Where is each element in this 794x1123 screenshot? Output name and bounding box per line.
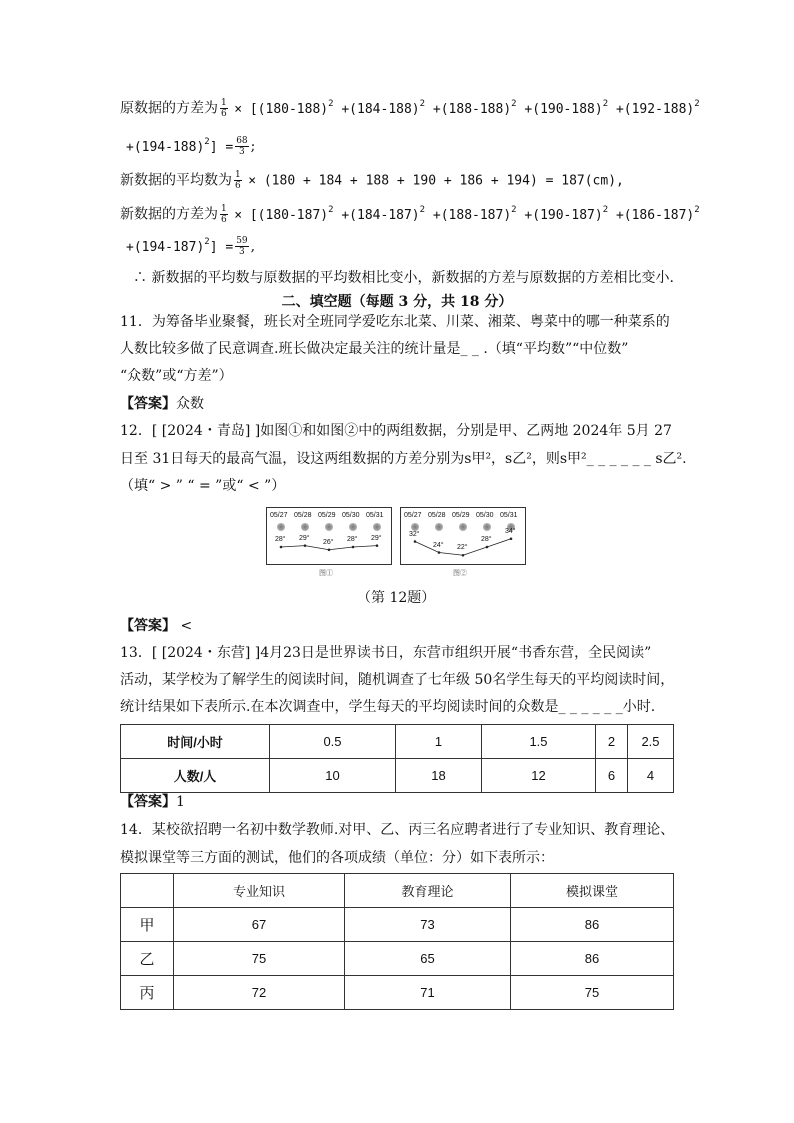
answer-value: 众数	[176, 396, 204, 412]
q13-line-3: 统计结果如下表所示.在本次调查中，学生每天的平均阅读时间的众数是_ _ _ _ _ _小时.	[120, 699, 656, 715]
figure-date-label: 05/30	[342, 512, 360, 519]
header-cell: 专业知识	[174, 874, 345, 908]
new-variance-expr: × [$(180-187)^2 +(184-187)^2 +(188-187)^2 +(190-187)^2 +(186-187)^2$	[234, 204, 700, 223]
figure-date-label: 05/29	[318, 512, 336, 519]
table-cell: 75	[511, 976, 674, 1010]
new-mean-line	[120, 170, 624, 192]
temperature-point	[510, 537, 513, 540]
answer-value: 1	[176, 794, 185, 810]
term: +(184-188)	[341, 101, 420, 117]
term: +(188-187)	[432, 207, 512, 223]
table-cell: 65	[345, 942, 511, 976]
row-header: 人数/人	[121, 759, 270, 793]
q13-line-2: 活动，某学校为了解学生的阅读时间，随机调查了七年级 50名学生每天的平均阅读时间，	[120, 672, 675, 688]
frac-den: 6	[221, 109, 227, 119]
temperature-point	[304, 544, 307, 547]
fraction	[235, 236, 248, 257]
table-cell: 2.5	[628, 725, 674, 759]
fraction	[220, 204, 228, 225]
term: +(186-187)	[615, 207, 695, 223]
new-mean-label: 新数据的平均数为	[120, 172, 232, 189]
table-cell: 1.5	[482, 725, 596, 759]
term: × [(180-188)	[234, 101, 329, 117]
q11-line-3: “众数”或“方差”）	[120, 368, 233, 384]
table-cell: 86	[511, 942, 674, 976]
frac-den: 6	[235, 181, 241, 191]
temperature-line-chart	[401, 508, 525, 564]
table-cell: 12	[482, 759, 596, 793]
temperature-label: 24°	[433, 541, 444, 549]
punct: ,	[250, 238, 256, 255]
header-cell: 教育理论	[345, 874, 511, 908]
table-cell: 6	[596, 759, 628, 793]
figure-label: 图①	[319, 569, 333, 577]
q13-answer	[120, 792, 185, 812]
orig-variance-label: 原数据的方差为	[120, 100, 218, 117]
q14-line-1: 14．某校欲招聘一名初中数学教师.对甲、乙、丙三名应聘者进行了专业知识、教育理论、	[120, 822, 675, 838]
answer-label: 【答案】	[120, 396, 176, 412]
q14-line-2: 模拟课堂等三方面的测试，他们的各项成绩（单位：分）如下表所示：	[120, 850, 554, 866]
figure-date-label: 05/29	[452, 512, 470, 519]
table-cell: 2	[596, 725, 628, 759]
frac-den: 6	[221, 215, 227, 225]
conclusion: ∴ 新数据的平均数与原数据的平均数相比变小，新数据的方差与原数据的方差相比变小.	[133, 270, 674, 286]
term: × [(180-187)	[234, 207, 329, 223]
figure-date-label: 05/28	[428, 512, 446, 519]
temperature-point	[462, 554, 465, 557]
frac-den: 3	[239, 147, 245, 157]
table-cell: 73	[345, 908, 511, 942]
new-variance-label: 新数据的方差为	[120, 206, 218, 223]
q13-line-1: 13．[ [2024・东营] ]4月23日是世界读书日，东营市组织开展“书香东营，全民阅读”	[120, 645, 652, 661]
orig-variance-line-2	[126, 136, 255, 158]
term: +(188-188)	[432, 101, 512, 117]
frac-num: 68	[236, 136, 248, 146]
reading-time-table	[120, 724, 674, 793]
table-cell: 86	[511, 908, 674, 942]
header-cell: 模拟课堂	[511, 874, 674, 908]
table-cell: 10	[270, 759, 396, 793]
punct: ;	[250, 138, 256, 155]
answer-label: 【答案】	[120, 794, 176, 810]
temperature-point	[414, 540, 417, 543]
new-variance-line-2	[126, 236, 255, 258]
figure-date-label: 05/30	[476, 512, 494, 519]
figure-date-label: 05/27	[270, 512, 288, 519]
temperature-label: 26°	[323, 538, 334, 546]
header-cell	[121, 874, 174, 908]
frac-num: 59	[236, 236, 248, 246]
table-row	[121, 976, 674, 1010]
fraction	[235, 136, 248, 157]
temperature-label: 22°	[457, 544, 468, 552]
temperature-point	[328, 548, 331, 551]
answer-value: <	[180, 618, 193, 634]
temperature-label: 28°	[275, 536, 286, 543]
new-mean-expr: × (180 + 184 + 188 + 190 + 186 + 194) = 187(cm),	[248, 173, 624, 189]
temperature-point	[352, 546, 355, 549]
temperature-label: 29°	[299, 534, 310, 542]
temperature-point	[376, 544, 379, 547]
answer-label: 【答案】	[120, 618, 176, 634]
fraction	[234, 170, 242, 191]
table-row	[121, 908, 674, 942]
term: +(192-188)	[615, 101, 695, 117]
figure-label: 图②	[453, 569, 467, 577]
orig-variance-expr: × [$(180-188)^2 +(184-188)^2 +(188-188)^2 +(190-188)^2 +(192-188)^2$	[234, 98, 700, 117]
temperature-label: 29°	[371, 534, 382, 542]
table-cell: 0.5	[270, 725, 396, 759]
q12-caption: （第 12题）	[357, 590, 436, 606]
orig-variance-expr-2: $+(194-188)^2$] =	[126, 136, 234, 155]
table-cell: 1	[396, 725, 482, 759]
row-header: 甲	[121, 908, 174, 942]
temperature-point	[280, 546, 283, 549]
figure-date-label: 05/27	[404, 512, 422, 519]
table-cell: 71	[345, 976, 511, 1010]
q11-answer	[120, 394, 204, 414]
temperature-label: 28°	[347, 536, 358, 543]
table-cell: 4	[628, 759, 674, 793]
q11-line-1: 11．为筹备毕业聚餐，班长对全班同学爱吃东北菜、川菜、湘菜、粤菜中的哪一种菜系的	[120, 314, 670, 330]
table-cell: 67	[174, 908, 345, 942]
temperature-line	[415, 539, 511, 556]
row-header: 丙	[121, 976, 174, 1010]
term: +(184-187)	[341, 207, 420, 223]
q12-line-1: 12．[ [2024・青岛] ]如图①和如图②中的两组数据，分别是甲、乙两地 2024年 5月 27	[120, 423, 672, 439]
figure-date-label: 05/28	[294, 512, 312, 519]
term: +(190-187)	[524, 207, 603, 223]
new-variance-line	[120, 204, 700, 226]
orig-variance-line	[120, 98, 700, 120]
temperature-label: 28°	[481, 536, 492, 543]
frac-num: 1	[221, 204, 227, 214]
table-row	[121, 942, 674, 976]
fraction	[220, 98, 228, 119]
term: ] =	[209, 139, 234, 155]
q12-line-3: （填“ > ” “ = ”或“ < ”）	[120, 478, 286, 494]
table-row	[121, 874, 674, 908]
term: ] =	[209, 239, 234, 255]
frac-den: 3	[239, 247, 245, 257]
table-row	[121, 759, 674, 793]
figure-2	[400, 507, 526, 577]
temperature-point	[486, 546, 489, 549]
table-cell: 75	[174, 942, 345, 976]
table-cell: 18	[396, 759, 482, 793]
temperature-line-chart	[267, 508, 391, 564]
figure-date-label: 05/31	[500, 512, 518, 519]
scores-table	[120, 873, 674, 1010]
temperature-label: 32°	[409, 530, 420, 538]
q12-line-2: 日至 31日每天的最高气温，设这两组数据的方差分别为s甲²，s乙²，则s甲²_ _ _ _ _ _ s乙².	[120, 451, 687, 467]
temperature-point	[438, 551, 441, 554]
q11-line-2: 人数比较多做了民意调查.班长做决定最关注的统计量是_ _ .（填“平均数”“中位数”	[120, 341, 629, 357]
new-variance-expr-2: $+(194-187)^2$] =	[126, 236, 234, 255]
figure-date-label: 05/31	[366, 512, 384, 519]
term: +(194-188)	[126, 139, 205, 155]
row-header: 时间/小时	[121, 725, 270, 759]
row-header: 乙	[121, 942, 174, 976]
term: +(194-187)	[126, 239, 205, 255]
frac-num: 1	[221, 98, 227, 108]
frac-num: 1	[235, 170, 241, 180]
section-title: 二、填空题（每题 3 分，共 18 分）	[281, 294, 513, 310]
term: +(190-188)	[524, 101, 603, 117]
table-cell: 72	[174, 976, 345, 1010]
table-row	[121, 725, 674, 759]
q12-answer	[120, 616, 192, 636]
figure-1	[266, 507, 392, 577]
temperature-label: 34°	[505, 527, 516, 535]
